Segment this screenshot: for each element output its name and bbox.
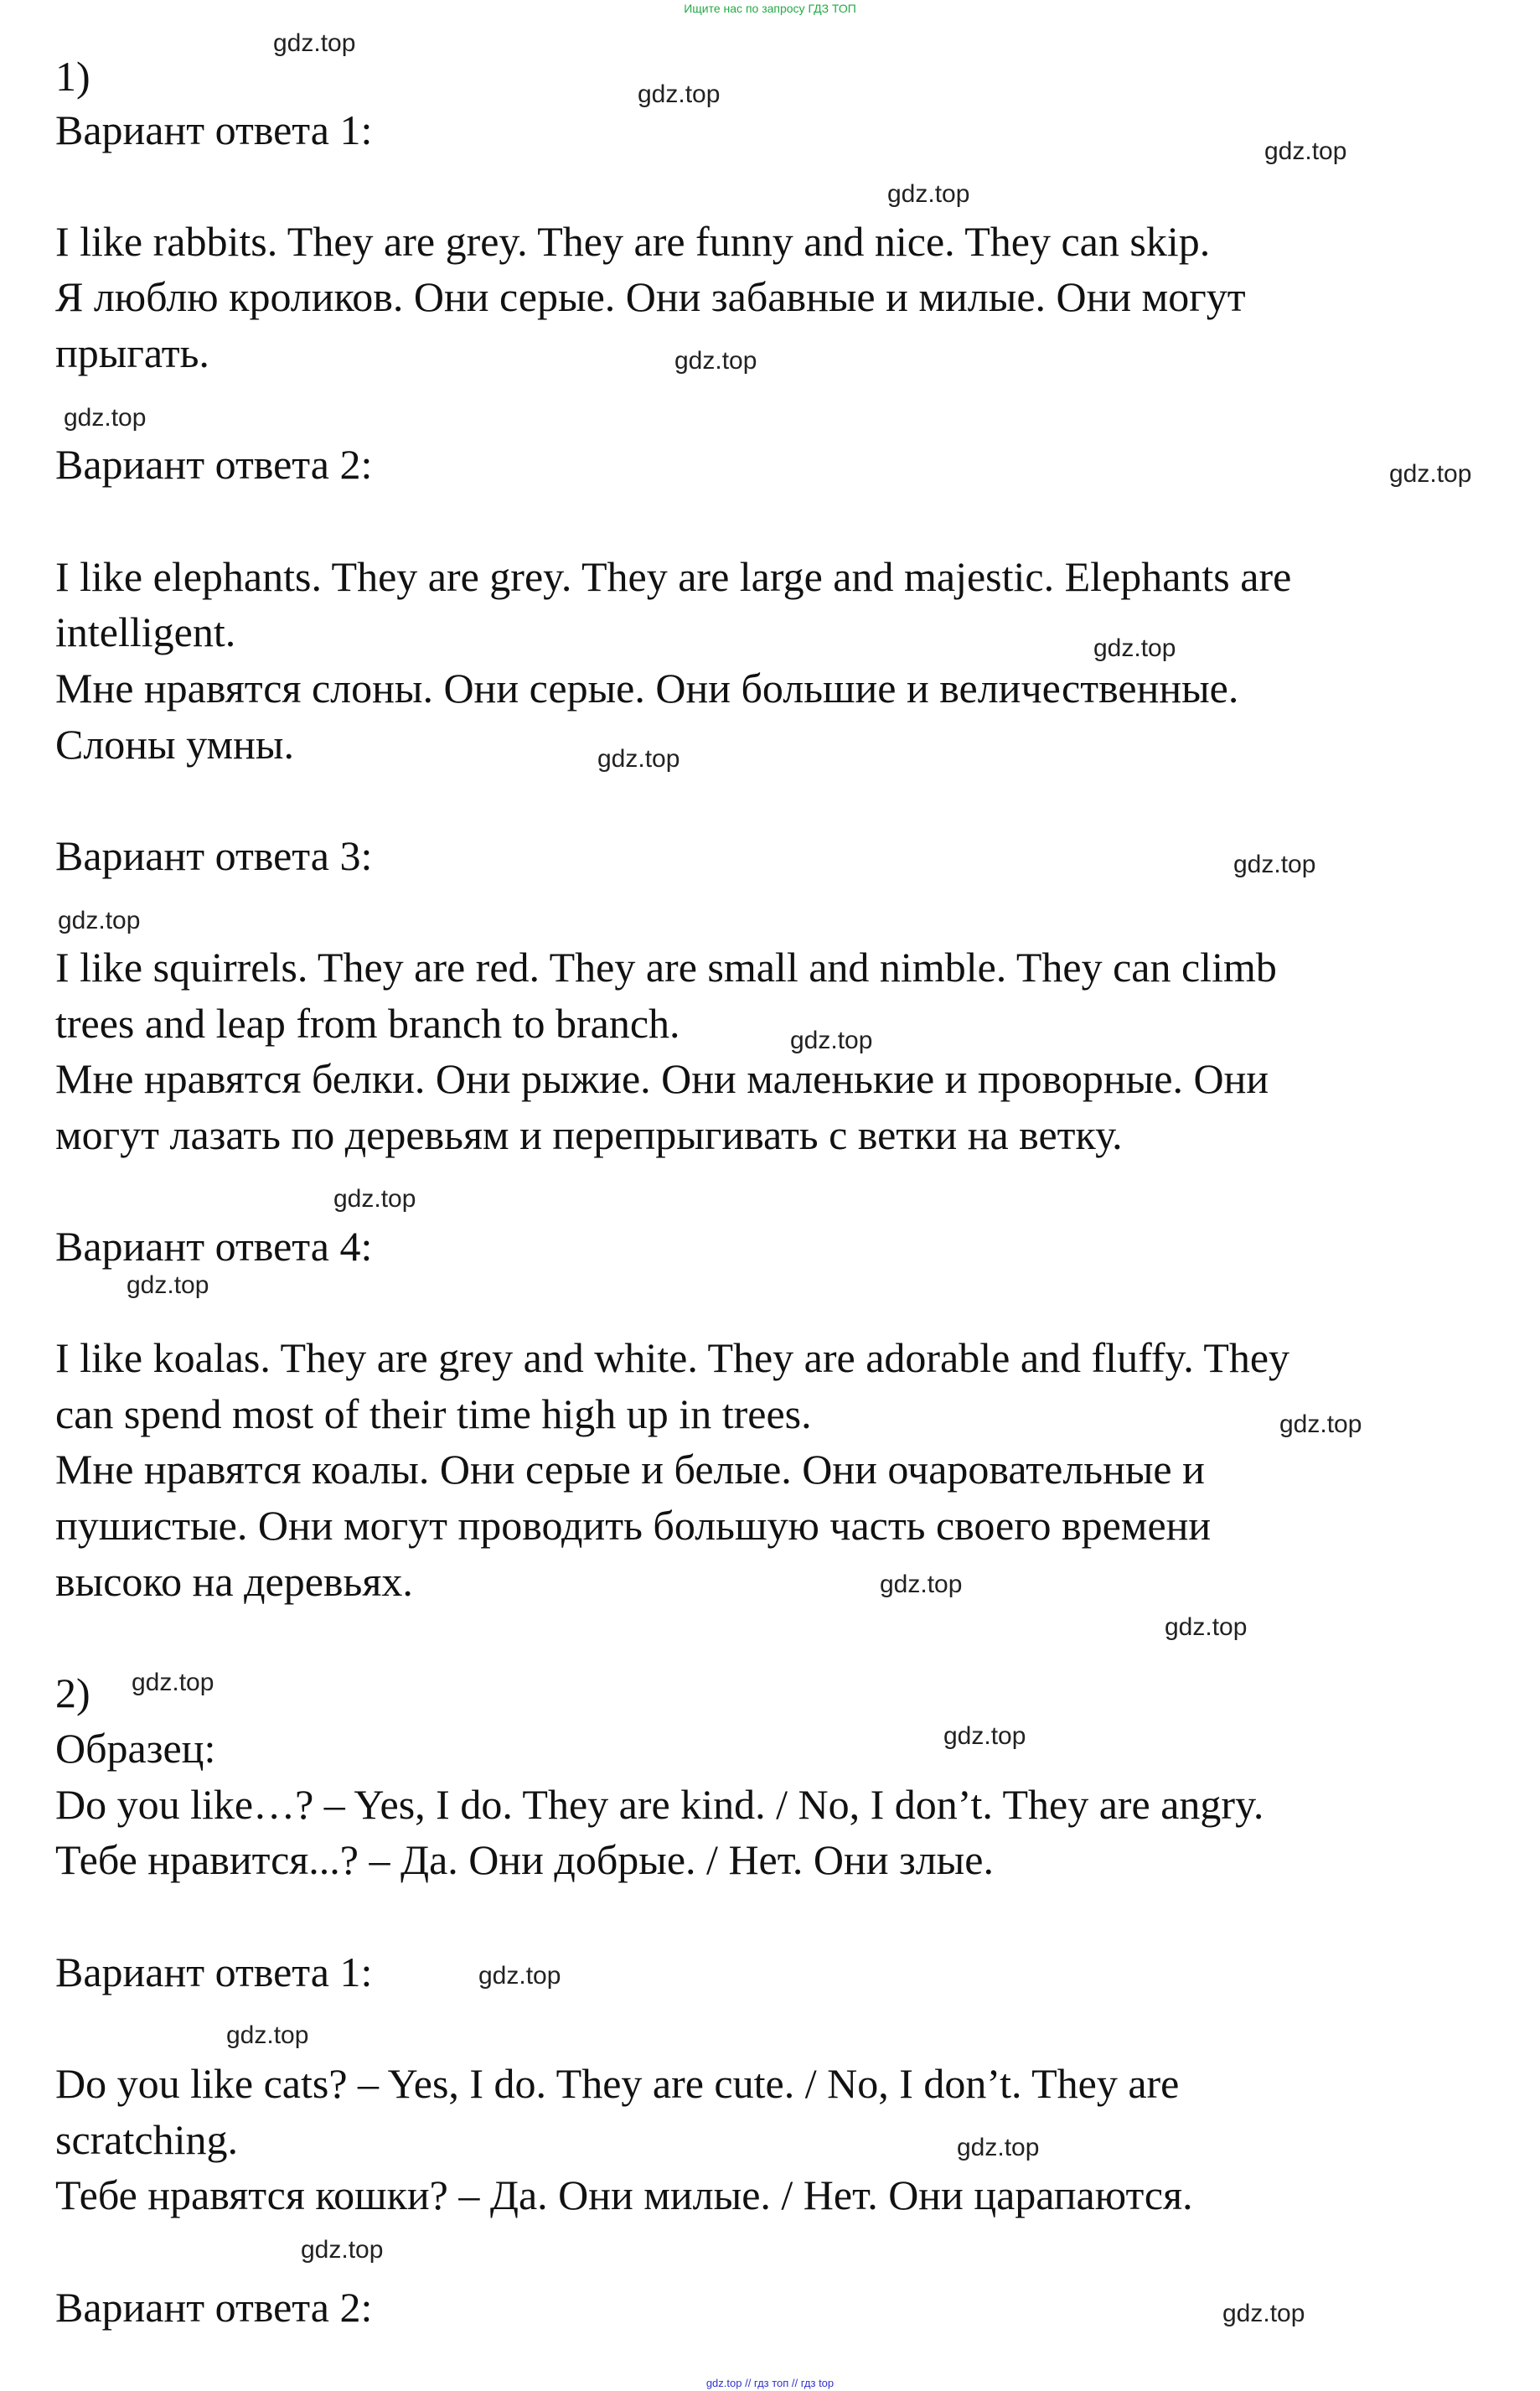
watermark: gdz.top	[58, 907, 141, 934]
watermark: gdz.top	[1279, 1410, 1362, 1438]
watermark: gdz.top	[957, 2134, 1040, 2161]
top-banner: Ищите нас по запросу ГДЗ ТОП	[684, 2, 856, 15]
variant-3-heading: Вариант ответа 3:	[55, 832, 373, 879]
watermark: gdz.top	[333, 1185, 416, 1213]
watermark: gdz.top	[638, 80, 721, 108]
section-2-heading: 2)	[55, 1669, 90, 1716]
watermark: gdz.top	[790, 1027, 873, 1054]
watermark: gdz.top	[301, 2236, 384, 2264]
watermark: gdz.top	[132, 1669, 214, 1696]
text-line: Тебе нравится...? – Да. Они добрые. / Нет. Они злые.	[55, 1836, 994, 1883]
text-line: могут лазать по деревьям и перепрыгивать с ветки на ветку.	[55, 1111, 1123, 1158]
text-line: I like koalas. They are grey and white. They are adorable and fluffy. They	[55, 1334, 1290, 1381]
watermark: gdz.top	[478, 1962, 561, 1990]
text-line: Слоны умны.	[55, 721, 294, 768]
text-line: scratching.	[55, 2116, 238, 2163]
watermark: gdz.top	[64, 404, 147, 432]
watermark: gdz.top	[887, 180, 970, 208]
sample-heading: Образец:	[55, 1725, 216, 1772]
text-line: Мне нравятся белки. Они рыжие. Они маленькие и проворные. Они	[55, 1055, 1269, 1102]
watermark: gdz.top	[597, 745, 680, 773]
text-line: прыгать.	[55, 329, 209, 376]
watermark: gdz.top	[1233, 851, 1316, 878]
text-line: пушистые. Они могут проводить большую часть своего времени	[55, 1502, 1212, 1549]
text-line: I like squirrels. They are red. They are small and nimble. They can climb	[55, 944, 1277, 991]
text-line: trees and leap from branch to branch.	[55, 1000, 680, 1047]
watermark: gdz.top	[674, 347, 757, 375]
text-line: intelligent.	[55, 608, 236, 655]
footer-links[interactable]: gdz.top // гдз топ // гдз top	[705, 2377, 835, 2389]
watermark: gdz.top	[1165, 1613, 1248, 1641]
watermark: gdz.top	[127, 1271, 209, 1299]
text-line: Тебе нравятся кошки? – Да. Они милые. / Нет. Они царапаются.	[55, 2171, 1193, 2218]
text-line: I like rabbits. They are grey. They are funny and nice. They can skip.	[55, 218, 1211, 265]
text-line: I like elephants. They are grey. They are large and majestic. Elephants are	[55, 553, 1292, 600]
variant-1-heading: Вариант ответа 1:	[55, 106, 373, 153]
watermark: gdz.top	[1389, 460, 1472, 488]
text-line: Я люблю кроликов. Они серые. Они забавные и милые. Они могут	[55, 273, 1246, 320]
text-line: Do you like…? – Yes, I do. They are kind. / No, I don’t. They are angry.	[55, 1781, 1264, 1828]
watermark: gdz.top	[1222, 2300, 1305, 2327]
text-line: can spend most of their time high up in trees.	[55, 1390, 812, 1437]
watermark: gdz.top	[880, 1571, 963, 1598]
text-line: Мне нравятся слоны. Они серые. Они большие и величественные.	[55, 665, 1239, 712]
watermark: gdz.top	[1093, 634, 1176, 662]
section-1-heading: 1)	[55, 53, 90, 100]
variant-2-heading-part-2: Вариант ответа 2:	[55, 2284, 373, 2331]
watermark: gdz.top	[1264, 137, 1347, 165]
watermark: gdz.top	[226, 2021, 309, 2049]
variant-2-heading: Вариант ответа 2:	[55, 441, 373, 488]
text-line: Do you like cats? – Yes, I do. They are cute. / No, I don’t. They are	[55, 2060, 1180, 2107]
variant-4-heading: Вариант ответа 4:	[55, 1223, 373, 1270]
watermark: gdz.top	[273, 29, 356, 57]
watermark: gdz.top	[943, 1722, 1026, 1750]
text-line: высоко на деревьях.	[55, 1558, 413, 1605]
variant-1-heading-part-2: Вариант ответа 1:	[55, 1949, 373, 1995]
text-line: Мне нравятся коалы. Они серые и белые. Они очаровательные и	[55, 1446, 1205, 1493]
